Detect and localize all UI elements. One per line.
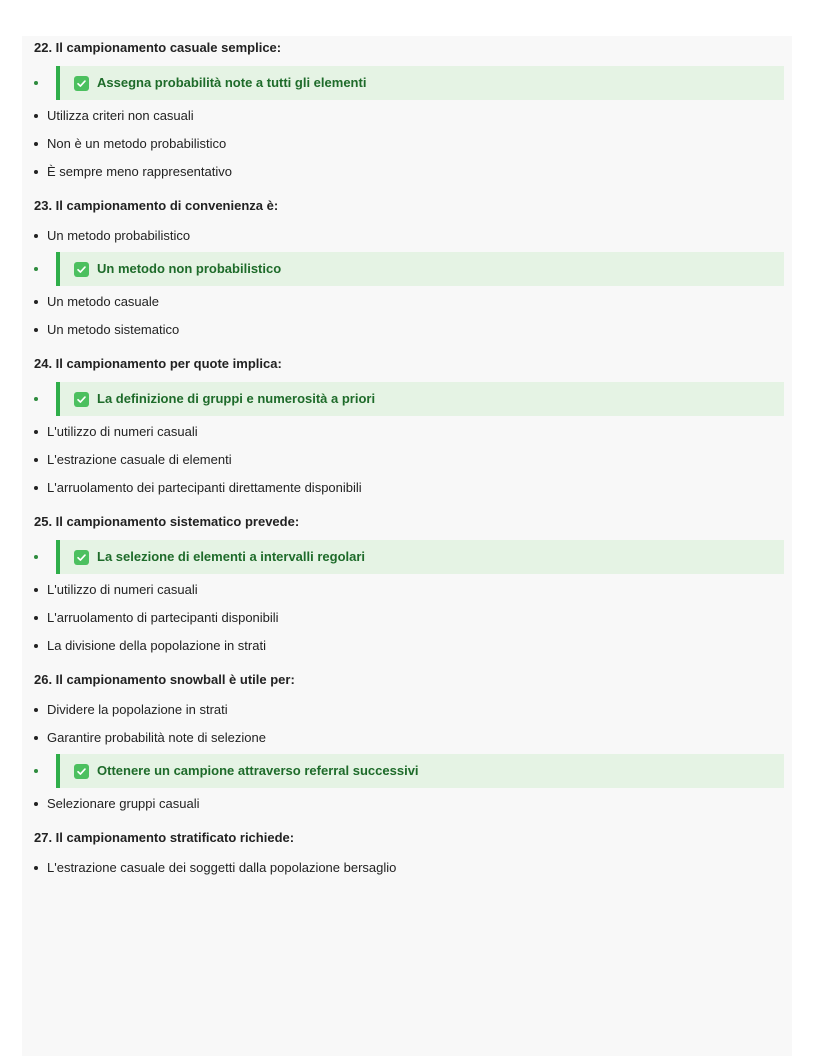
options-list <box>34 66 784 180</box>
option-item <box>34 860 784 876</box>
check-box-icon <box>74 764 89 779</box>
quiz-question-list <box>22 36 792 876</box>
question-title: 25. Il campionamento sistematico prevede: <box>34 514 300 529</box>
question-title: 26. Il campionamento snowball è utile per: <box>34 672 295 687</box>
options-list <box>34 702 784 812</box>
option-text: È sempre meno rappresentativo <box>47 164 232 179</box>
bullet-icon <box>34 486 38 490</box>
bullet-icon <box>34 170 38 174</box>
correct-answer-text: Ottenere un campione attraverso referral successivi <box>97 763 419 778</box>
question-block <box>34 668 784 812</box>
option-text: Non è un metodo probabilistico <box>47 136 227 151</box>
question-block <box>34 510 784 654</box>
option-item <box>34 294 784 310</box>
correct-answer-highlight <box>56 66 784 100</box>
bullet-icon <box>34 81 38 85</box>
check-box-icon <box>74 392 89 407</box>
option-item <box>34 480 784 496</box>
correct-answer-highlight <box>56 252 784 286</box>
check-box-icon <box>74 76 89 91</box>
option-text: L'arruolamento di partecipanti disponibili <box>47 610 279 625</box>
option-item <box>34 796 784 812</box>
question-block <box>34 36 784 180</box>
option-text: L'arruolamento dei partecipanti direttamente disponibili <box>47 480 362 495</box>
question-title: 27. Il campionamento stratificato richiede: <box>34 830 295 845</box>
bullet-icon <box>34 802 38 806</box>
bullet-icon <box>34 328 38 332</box>
bullet-icon <box>34 555 38 559</box>
option-text: L'estrazione casuale dei soggetti dalla popolazione bersaglio <box>47 860 397 875</box>
option-text: L'utilizzo di numeri casuali <box>47 424 198 439</box>
bullet-icon <box>34 708 38 712</box>
correct-answer-text: La definizione di gruppi e numerosità a priori <box>97 391 376 406</box>
bullet-icon <box>34 616 38 620</box>
bullet-icon <box>34 234 38 238</box>
option-item <box>34 702 784 718</box>
option-text: L'estrazione casuale di elementi <box>47 452 232 467</box>
bullet-icon <box>34 866 38 870</box>
bullet-icon <box>34 644 38 648</box>
option-item <box>34 582 784 598</box>
question-block <box>34 826 784 876</box>
question-title: 23. Il campionamento di convenienza è: <box>34 198 279 213</box>
correct-answer-highlight <box>56 754 784 788</box>
option-text: Un metodo casuale <box>47 294 160 309</box>
question-title: 24. Il campionamento per quote implica: <box>34 356 282 371</box>
option-item <box>34 424 784 440</box>
option-text: La divisione della popolazione in strati <box>47 638 266 653</box>
option-text: Un metodo sistematico <box>47 322 180 337</box>
option-item <box>34 136 784 152</box>
options-list <box>34 228 784 338</box>
option-item <box>34 452 784 468</box>
option-item <box>34 638 784 654</box>
correct-option-item <box>34 540 784 574</box>
bullet-icon <box>34 267 38 271</box>
bullet-icon <box>34 458 38 462</box>
option-text: Garantire probabilità note di selezione <box>47 730 266 745</box>
option-item <box>34 730 784 746</box>
check-box-icon <box>74 550 89 565</box>
correct-option-item <box>34 252 784 286</box>
bullet-icon <box>34 300 38 304</box>
option-text: L'utilizzo di numeri casuali <box>47 582 198 597</box>
correct-answer-text: Assegna probabilità note a tutti gli elementi <box>97 75 367 90</box>
option-text: Dividere la popolazione in strati <box>47 702 228 717</box>
option-text: Un metodo probabilistico <box>47 228 191 243</box>
correct-answer-highlight <box>56 382 784 416</box>
correct-answer-text: La selezione di elementi a intervalli regolari <box>97 549 366 564</box>
correct-option-item <box>34 382 784 416</box>
options-list <box>34 540 784 654</box>
question-block <box>34 352 784 496</box>
bullet-icon <box>34 397 38 401</box>
bullet-icon <box>34 142 38 146</box>
option-item <box>34 322 784 338</box>
options-list <box>34 860 784 876</box>
correct-option-item <box>34 66 784 100</box>
option-item <box>34 228 784 244</box>
bullet-icon <box>34 430 38 434</box>
option-text: Utilizza criteri non casuali <box>47 108 194 123</box>
bullet-icon <box>34 114 38 118</box>
bullet-icon <box>34 769 38 773</box>
quiz-page <box>22 36 792 1056</box>
question-block <box>34 194 784 338</box>
bullet-icon <box>34 588 38 592</box>
options-list <box>34 382 784 496</box>
question-title: 22. Il campionamento casuale semplice: <box>34 40 282 55</box>
option-item <box>34 610 784 626</box>
correct-answer-highlight <box>56 540 784 574</box>
option-item <box>34 164 784 180</box>
option-item <box>34 108 784 124</box>
correct-option-item <box>34 754 784 788</box>
check-box-icon <box>74 262 89 277</box>
correct-answer-text: Un metodo non probabilistico <box>97 261 282 276</box>
bullet-icon <box>34 736 38 740</box>
option-text: Selezionare gruppi casuali <box>47 796 200 811</box>
